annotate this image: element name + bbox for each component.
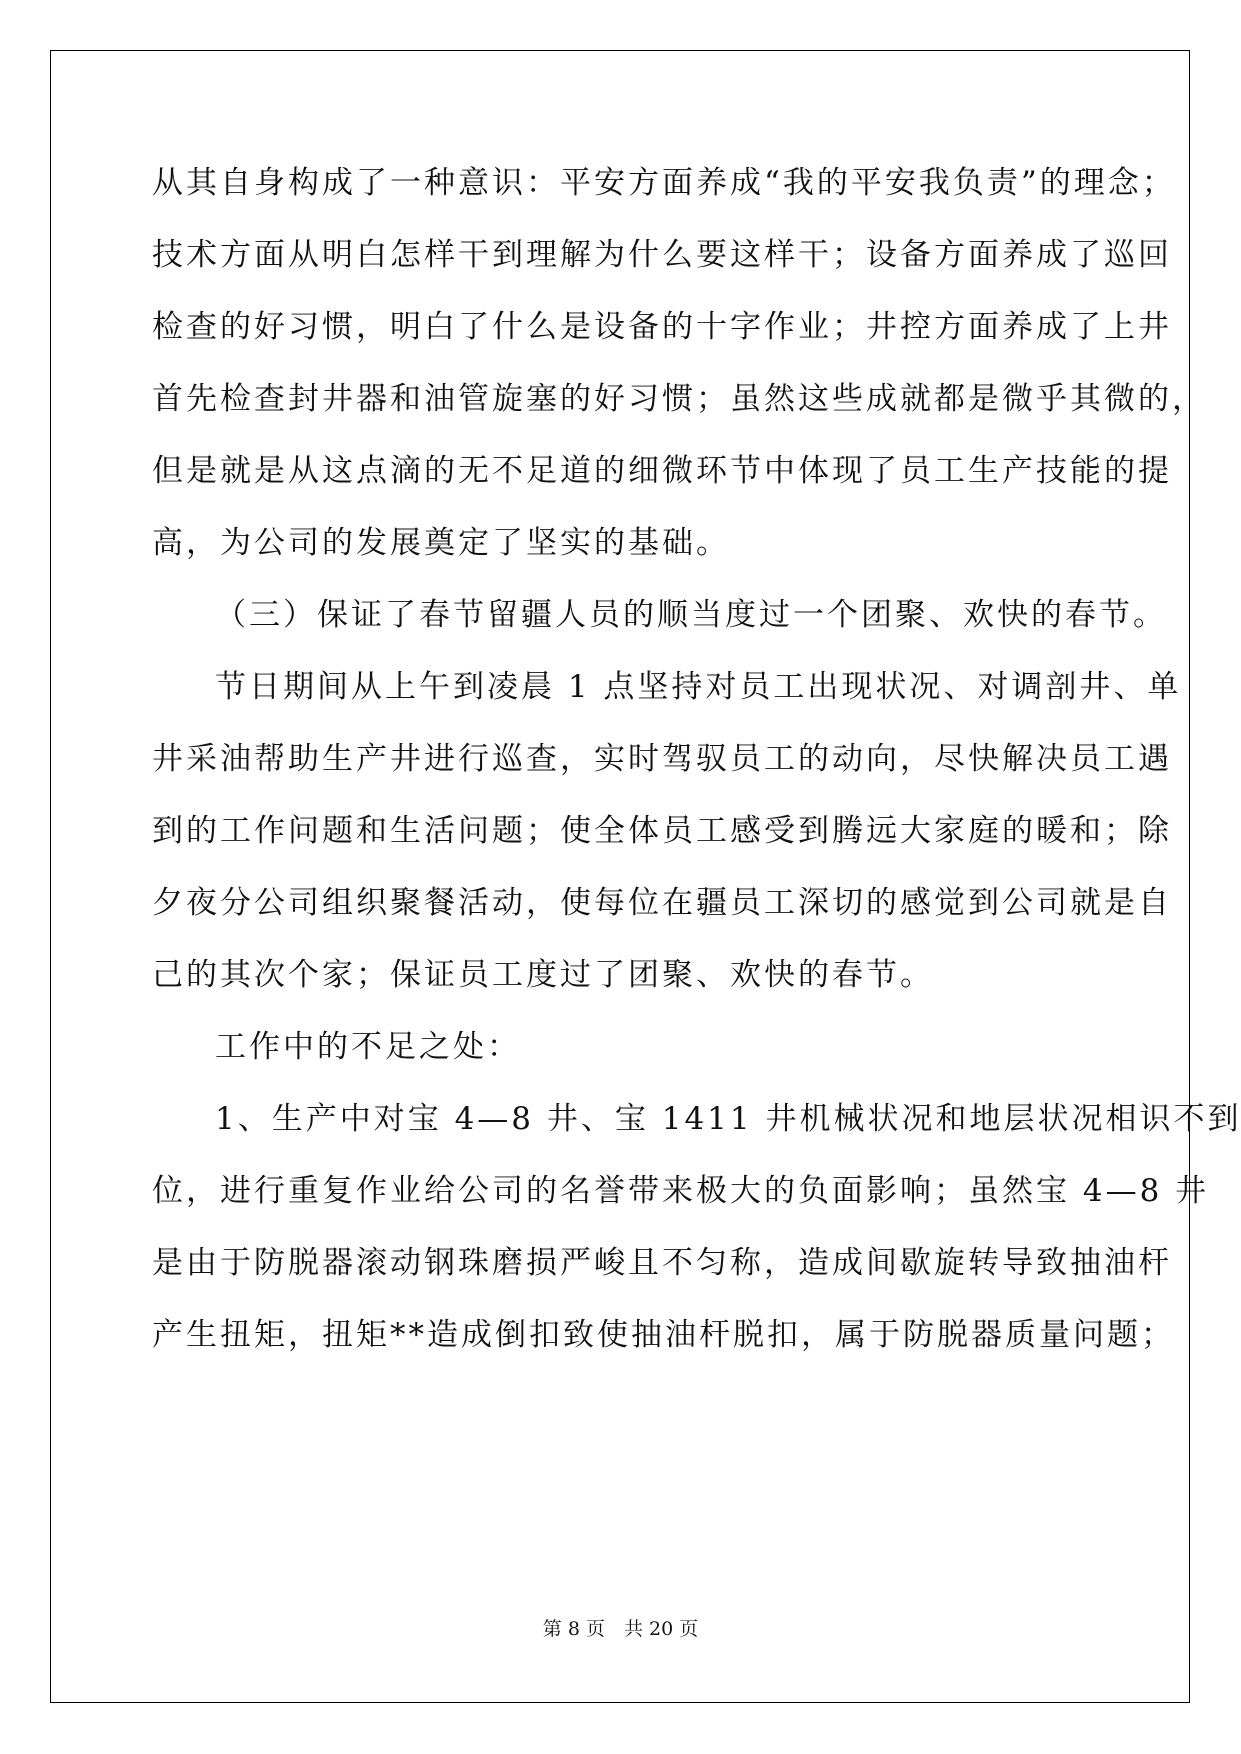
text-line: 井采油帮助生产井进行巡查，实时驾驭员工的动向，尽快解决员工遇 — [152, 741, 1172, 777]
list-item-first-line: 1、生产中对宝 4—8 井、宝 1411 井机械状况和地层状况相识不到 — [215, 1101, 1241, 1137]
page-number: 第 8 页 共 20 页 — [542, 1618, 699, 1640]
text-line: 位，进行重复作业给公司的名誉带来极大的负面影响；虽然宝 4—8 井 — [152, 1173, 1210, 1209]
text-line: 检查的好习惯，明白了什么是设备的十字作业；井控方面养成了上井 — [152, 309, 1172, 345]
text-line: 己的其次个家；保证员工度过了团聚、欢快的春节。 — [152, 957, 934, 993]
text-line: 到的工作问题和生活问题；使全体员工感受到腾远大家庭的暖和；除 — [152, 813, 1172, 849]
text-line: 首先检查封井器和油管旋塞的好习惯；虽然这些成就都是微乎其微的， — [152, 381, 1206, 417]
page-border — [50, 50, 1190, 1703]
text-line: 产生扭矩，扭矩**造成倒扣致使抽油杆脱扣，属于防脱器质量问题； — [152, 1317, 1175, 1353]
text-line: 是由于防脱器滚动钢珠磨损严峻且不匀称，造成间歇旋转导致抽油杆 — [152, 1245, 1172, 1281]
text-line: 但是就是从这点滴的无不足道的细微环节中体现了员工生产技能的提 — [152, 453, 1172, 489]
subheading: 工作中的不足之处： — [215, 1029, 521, 1065]
text-line: 从其自身构成了一种意识：平安方面养成“我的平安我负责”的理念； — [152, 165, 1176, 201]
paragraph-first-line: 节日期间从上午到凌晨 1 点坚持对员工出现状况、对调剖井、单 — [215, 669, 1182, 705]
text-line: 技术方面从明白怎样干到理解为什么要这样干；设备方面养成了巡回 — [152, 237, 1172, 273]
text-line: 夕夜分公司组织聚餐活动，使每位在疆员工深切的感觉到公司就是自 — [152, 885, 1172, 921]
section-heading: （三）保证了春节留疆人员的顺当度过一个团聚、欢快的春节。 — [215, 597, 1167, 633]
text-line: 高，为公司的发展奠定了坚实的基础。 — [152, 525, 730, 561]
